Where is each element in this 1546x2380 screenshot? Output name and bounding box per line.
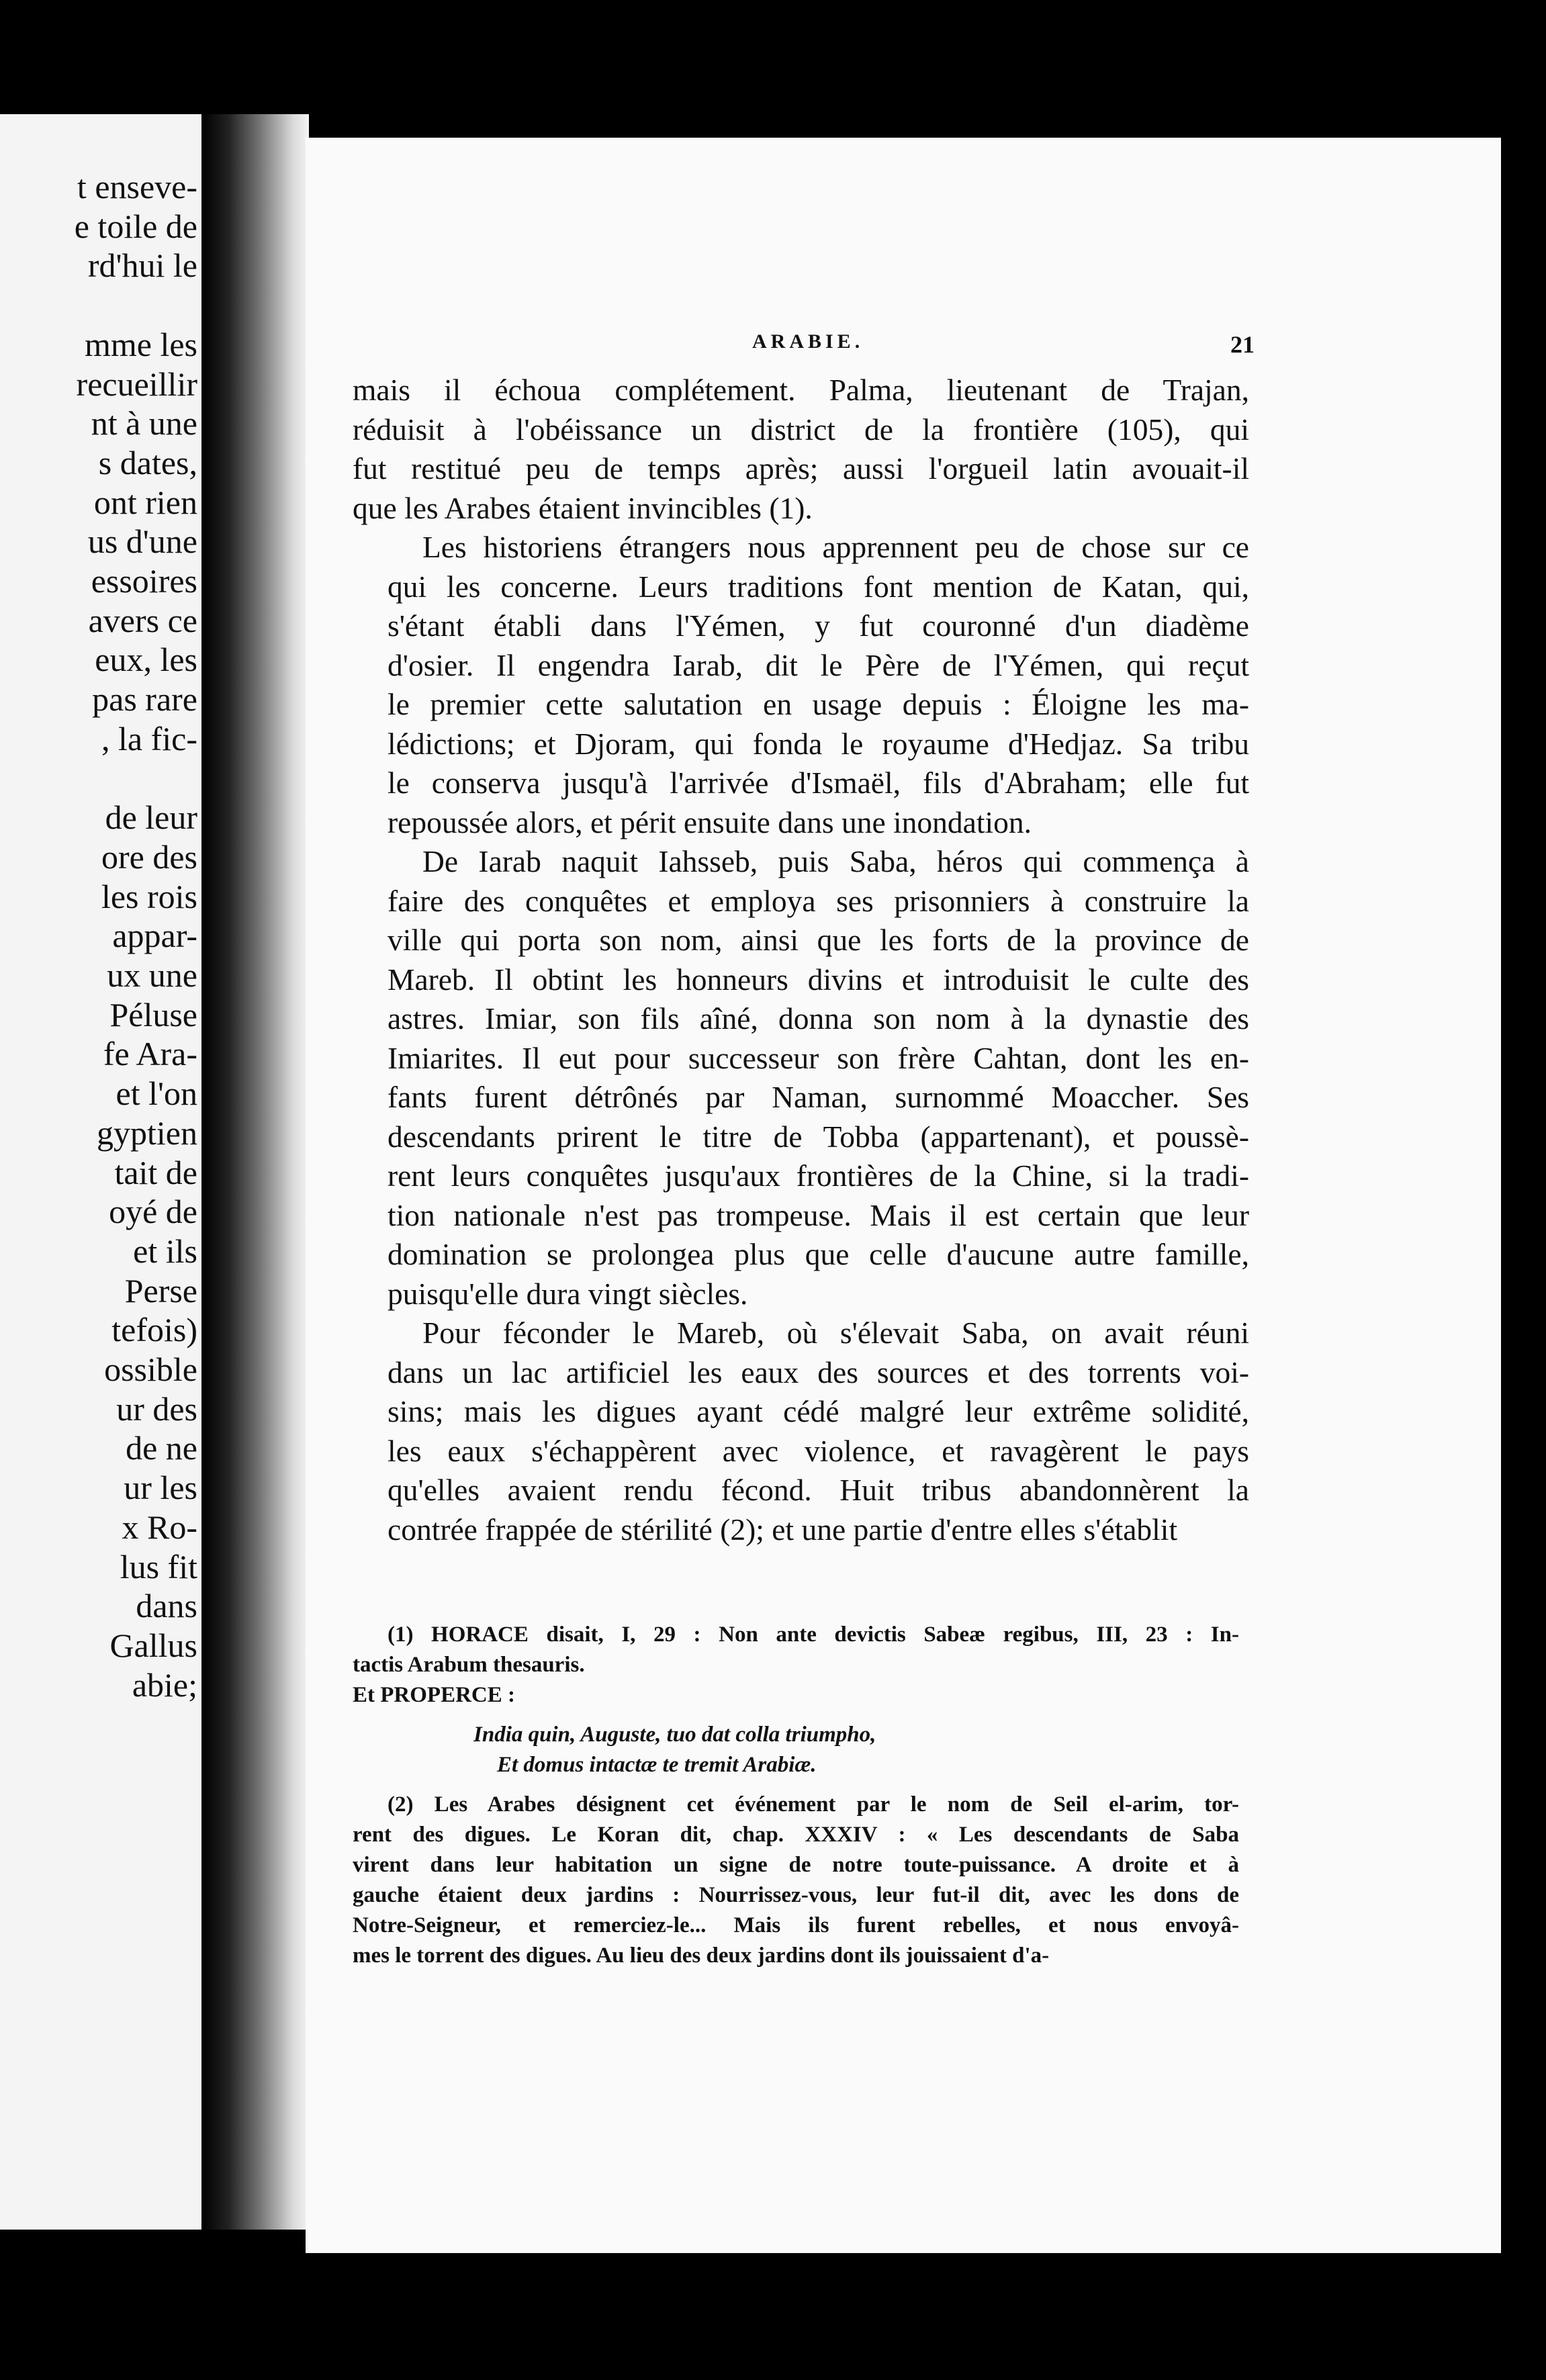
footnote-line: Notre-Seigneur, et remerciez-le... Mais ils furent rebelles, et nous envoyâ- — [353, 1913, 1239, 1937]
left-page-line: fe Ara- — [103, 1035, 197, 1073]
footnote-line: mes le torrent des digues. Au lieu des deux jardins dont ils jouissaient d'a- — [353, 1943, 1050, 1968]
left-page-line: ur des — [116, 1389, 197, 1428]
text-line: le premier cette salutation en usage depuis : Éloigne les ma- — [388, 687, 1249, 721]
text-line: s'étant établi dans l'Yémen, y fut couronné d'un diadème — [388, 608, 1249, 643]
left-page-line: Péluse — [109, 995, 197, 1034]
footnote-line: Et PROPERCE : — [353, 1683, 515, 1707]
text-line: lédictions; et Djoram, qui fonda le royaume d'Hedjaz. Sa tribu — [388, 726, 1249, 761]
book-gutter-shadow — [201, 114, 309, 2230]
left-page-line: appar- — [112, 917, 197, 955]
footnote-line: (2) Les Arabes désignent cet événement par le nom de Seil el-arim, tor- — [388, 1792, 1239, 1817]
text-line: Mareb. Il obtint les honneurs divins et introduisit le culte des — [388, 962, 1249, 997]
text-line: domination se prolongea plus que celle d'aucune autre famille, — [388, 1237, 1249, 1271]
footnote-line: tactis Arabum thesauris. — [353, 1653, 585, 1677]
left-page-line: ux une — [107, 956, 197, 994]
left-page-line: nt à une — [91, 404, 197, 443]
left-page-line: t enseve- — [77, 168, 197, 205]
left-page-line: rd'hui le — [87, 246, 197, 285]
footnotes — [353, 1620, 1239, 1971]
left-page-line: abie; — [132, 1665, 197, 1704]
left-facing-page — [0, 114, 201, 2230]
left-page-line: eux, les — [95, 641, 197, 679]
text-line: rent leurs conquêtes jusqu'aux frontières de la Chine, si la tradi- — [388, 1158, 1249, 1193]
left-page-line: gyptien — [97, 1113, 197, 1152]
left-page-line: , la fic- — [101, 719, 197, 758]
text-line: puisqu'elle dura vingt siècles. — [388, 1276, 748, 1311]
left-page-line: ont rien — [93, 483, 197, 521]
left-page-line: les rois — [101, 877, 197, 915]
text-line: dans un lac artificiel les eaux des sources et des torrents voi- — [388, 1355, 1249, 1389]
left-page-line: avers ce — [88, 601, 197, 639]
text-line: réduisit à l'obéissance un district de la frontière (105), qui — [353, 412, 1249, 447]
left-page-line: essoires — [91, 562, 197, 600]
body-text — [353, 371, 1249, 1549]
left-page-line: Perse — [124, 1271, 197, 1310]
page-number: 21 — [1230, 331, 1255, 358]
paragraph — [353, 528, 1249, 842]
left-page-line: tefois) — [111, 1311, 197, 1349]
left-page-line: ur les — [124, 1469, 197, 1507]
text-line: De Iarab naquit Iahsseb, puis Saba, héros qui commença à — [422, 844, 1249, 878]
left-page-line: dans — [136, 1587, 197, 1625]
left-page-line: et l'on — [116, 1074, 197, 1113]
text-line: contrée frappée de stérilité (2); et une partie d'entre elles s'établit — [388, 1512, 1178, 1547]
text-line: les eaux s'échappèrent avec violence, et ravagèrent le pays — [388, 1433, 1249, 1468]
footnote-line: gauche étaient deux jardins : Nourrissez-vous, leur fut-il dit, avec les dons de — [353, 1883, 1239, 1907]
footnote-line: (1) HORACE disait, I, 29 : Non ante devictis Sabeæ regibus, III, 23 : In- — [388, 1622, 1239, 1647]
text-line: le conserva jusqu'à l'arrivée d'Ismaël, fils d'Abraham; elle fut — [388, 766, 1249, 800]
paragraph — [353, 371, 1249, 528]
text-line: fants furent détrônés par Naman, surnommé Moaccher. Ses — [388, 1080, 1249, 1114]
left-page-line: tait de — [114, 1153, 197, 1191]
left-page-line: e toile de — [74, 207, 197, 245]
footnote-line: virent dans leur habitation un signe de notre toute-puissance. A droite et à — [353, 1853, 1239, 1877]
left-page-line: et ils — [133, 1232, 197, 1270]
left-page-line: oyé de — [109, 1193, 197, 1231]
left-page-line: mme les — [84, 325, 197, 363]
text-line: qu'elles avaient rendu fécond. Huit tribus abandonnèrent la — [388, 1473, 1249, 1507]
text-line: Pour féconder le Mareb, où s'élevait Saba, on avait réuni — [422, 1316, 1249, 1350]
text-line: descendants prirent le titre de Tobba (appartenant), et poussè- — [388, 1119, 1249, 1154]
text-line: repoussée alors, et périt ensuite dans une inondation. — [388, 805, 1032, 839]
left-page-line: de leur — [105, 798, 197, 837]
left-page-line: de ne — [126, 1429, 197, 1467]
left-page-line: us d'une — [87, 522, 197, 561]
left-page-line: Gallus — [109, 1626, 197, 1664]
verse-line: Et domus intactæ te tremit Arabiæ. — [497, 1753, 817, 1777]
text-line: qui les concerne. Leurs traditions font mention de Katan, qui, — [388, 569, 1249, 604]
text-line: fut restitué peu de temps après; aussi l'orgueil latin avouait-il — [353, 451, 1249, 486]
text-line: tion nationale n'est pas trompeuse. Mais il est certain que leur — [388, 1197, 1249, 1232]
text-line: Imiarites. Il eut pour successeur son frère Cahtan, dont les en- — [388, 1040, 1249, 1075]
text-line: faire des conquêtes et employa ses prisonniers à construire la — [388, 883, 1249, 918]
text-line: ville qui porta son nom, ainsi que les forts de la province de — [388, 923, 1249, 957]
verse-line: India quin, Auguste, tuo dat colla triumpho, — [473, 1723, 876, 1747]
left-page-line: lus fit — [120, 1547, 197, 1586]
paragraph — [353, 1314, 1249, 1549]
running-head: ARABIE. — [752, 330, 864, 353]
paragraph — [353, 842, 1249, 1314]
left-page-line: s dates, — [98, 443, 197, 482]
text-line: Les historiens étrangers nous apprennent peu de chose sur ce — [422, 530, 1249, 564]
left-page-line: recueillir — [76, 365, 197, 403]
text-line: d'osier. Il engendra Iarab, dit le Père de l'Yémen, qui reçut — [388, 647, 1249, 682]
left-page-line: ore des — [101, 837, 197, 876]
left-page-line: x Ro- — [122, 1508, 197, 1546]
text-line: mais il échoua complétement. Palma, lieutenant de Trajan, — [353, 373, 1249, 407]
left-page-line: pas rare — [92, 680, 197, 719]
footnote-line: rent des digues. Le Koran dit, chap. XXXIV : « Les descendants de Saba — [353, 1823, 1239, 1847]
text-line: astres. Imiar, son fils aîné, donna son nom à la dynastie des — [388, 1001, 1249, 1036]
text-line: sins; mais les digues ayant cédé malgré leur extrême solidité, — [388, 1394, 1249, 1428]
text-line: que les Arabes étaient invincibles (1). — [353, 490, 813, 525]
left-page-line: ossible — [104, 1351, 197, 1388]
